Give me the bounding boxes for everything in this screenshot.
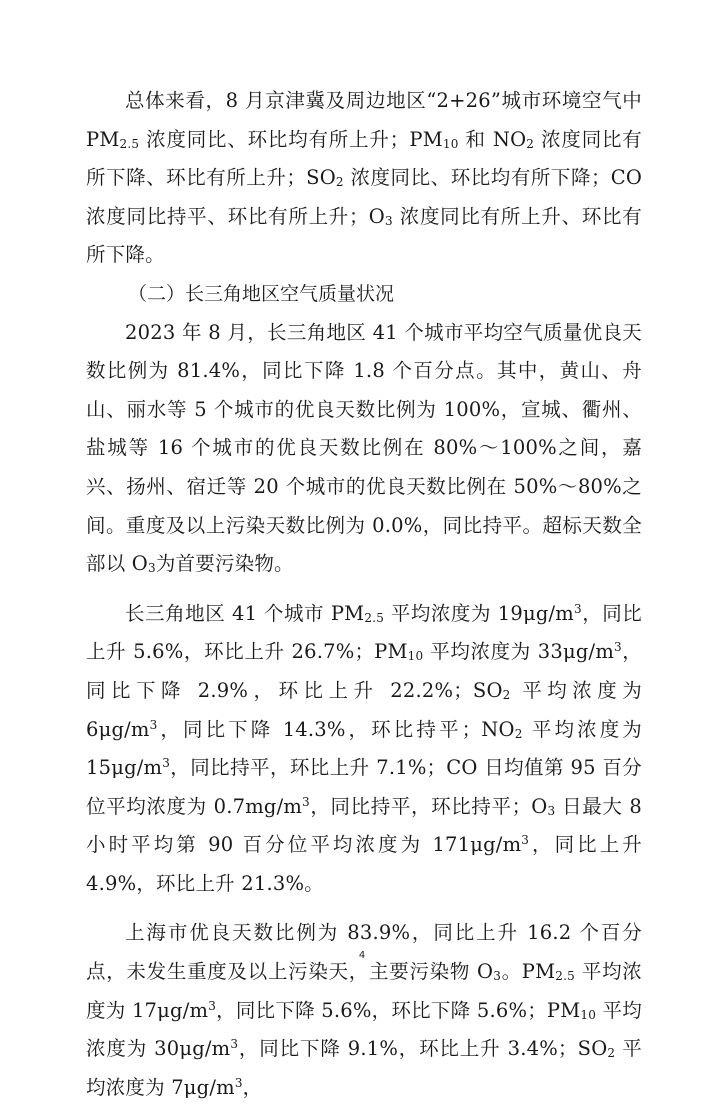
text-run: 浓度同比有所下降、环比有所上升；SO: [86, 127, 642, 190]
text-run: ，: [242, 1075, 263, 1099]
subscript: 3: [493, 969, 502, 984]
text-run: 总体来看，8 月京津冀及周边地区“2+26”城市环境空气中 PM: [86, 89, 642, 151]
subscript: 10: [407, 649, 424, 664]
text-run: 平均浓度为 17μg/m: [86, 960, 642, 1022]
superscript: 3: [234, 1075, 243, 1090]
paragraph-yrd-concentrations: [86, 595, 642, 904]
subscript: 2.5: [119, 136, 140, 151]
text-run: 浓度同比、环比均有所上升；PM: [139, 127, 443, 151]
subscript: 2: [526, 136, 535, 151]
text-run: ，同比下降 9.1%，环比上升 3.4%；SO: [238, 1037, 608, 1061]
subscript: 10: [442, 136, 459, 151]
text-run: 浓度同比有所上升、环比有所下降。: [86, 204, 642, 267]
text-run: ，同比上升 4.9%，环比上升 21.3%。: [86, 833, 642, 895]
paragraph-shanghai: [86, 914, 642, 1107]
text-run: 浓度同比、环比均有所下降；CO 浓度同比持平、环比有所上升；O: [86, 166, 642, 228]
superscript: 3: [614, 640, 622, 655]
superscript: 3: [162, 756, 171, 771]
text-run: 平均浓度为 33μg/m: [423, 640, 615, 664]
text-run: 平均浓度为 15μg/m: [86, 717, 642, 780]
subscript: 3: [148, 561, 156, 576]
text-run: 上海市优良天数比例为 83.9%，同比上升 16.2 个百分点，未发生重度及以上污染天，主要污染物 O: [86, 921, 642, 984]
superscript: 3: [521, 833, 530, 848]
text-run: 平均浓度为 19μg/m: [384, 601, 575, 625]
superscript: 3: [230, 1037, 239, 1052]
text-run: ，同比下降 14.3%，环比持平；NO: [157, 717, 515, 741]
subscript: 2: [607, 1046, 616, 1061]
subscript: 2: [502, 687, 511, 702]
page-number: 4: [358, 950, 366, 961]
text-run: 平均浓度为 7μg/m: [86, 1037, 642, 1099]
text-run: 日最大 8 小时平均第 90 百分位平均浓度为 171μg/m: [86, 794, 642, 857]
section-heading: （二）长三角地区空气质量状况: [128, 282, 395, 305]
paragraph-gap: [86, 903, 642, 914]
superscript: 3: [302, 794, 310, 809]
subscript: 2: [514, 726, 523, 741]
subscript: 2: [335, 175, 344, 190]
superscript: 3: [149, 717, 158, 732]
text-run: 和 NO: [458, 127, 527, 151]
paragraph-gap: [86, 584, 642, 595]
subscript: 10: [580, 1007, 597, 1022]
subscript: 2.5: [364, 610, 385, 625]
text-run: 为首要污染物。: [155, 552, 294, 576]
subscript: 3: [547, 803, 556, 818]
text-run: 。PM: [501, 960, 556, 984]
text-run: 长三角地区 41 个城市 PM: [125, 601, 365, 625]
text-run: ，同比下降 2.9%，环比上升 22.2%；SO: [86, 640, 643, 702]
superscript: 3: [208, 998, 217, 1013]
text-run: ，同比上升 5.6%，环比上升 26.7%；PM: [86, 601, 643, 664]
paragraph-summary: [86, 82, 642, 275]
text-run: ，同比持平，环比持平；O: [309, 794, 548, 818]
text-run: ，同比持平，环比上升 7.1%；CO 日均值第 95 百分位平均浓度为 0.7mg/m: [86, 756, 642, 818]
paragraph-yrd-overview: [86, 314, 642, 584]
text-run: 2023 年 8 月，长三角地区 41 个城市平均空气质量优良天数比例为 81.4%，同比下降 1.8 个百分点。其中，黄山、舟山、丽水等 5 个城市的优良天数比例为 100%，宣城、衢州、盐城等 16 个城市的优良天数比例在 80%～100%之间，嘉兴、扬州、宿迁等 20 个城市的优良天数比例在 50%～80%之间。重度及以上污染天数比例为 0.0%，同比持平。超标天数全部以 O: [86, 320, 642, 576]
text-run: 平均浓度为 30μg/m: [86, 998, 642, 1061]
subscript: 3: [384, 213, 393, 228]
superscript: 3: [574, 601, 582, 616]
text-run: 平均浓度为 6μg/m: [86, 678, 642, 741]
subscript: 2.5: [555, 969, 575, 984]
text-run: ，同比下降 5.6%，环比下降 5.6%；PM: [216, 998, 581, 1022]
